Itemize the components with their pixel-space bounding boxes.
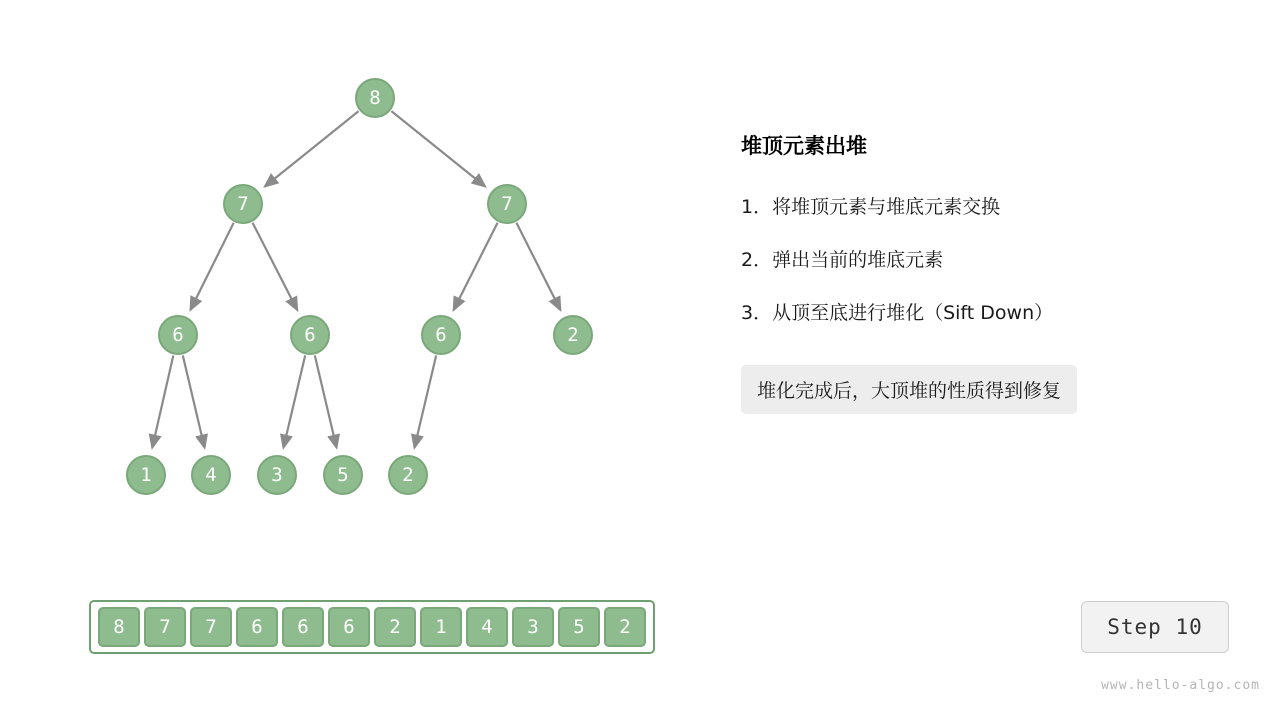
watermark: www.hello-algo.com [1101,678,1260,693]
array-cell: 5 [558,607,600,647]
tree-node: 8 [355,78,395,118]
array-cell: 3 [512,607,554,647]
array-cell: 1 [420,607,462,647]
tree-node: 2 [553,315,593,355]
panel-step-2: 2．弹出当前的堆底元素 [741,249,944,271]
tree-node: 6 [421,315,461,355]
heap-array [89,600,655,654]
tree-edge [283,355,305,447]
tree-edge [516,223,560,310]
panel-title: 堆顶元素出堆 [741,134,867,158]
array-cell: 6 [282,607,324,647]
step-badge: Step 10 [1081,601,1229,653]
tree-edge [454,223,498,310]
tree-edge [152,355,173,447]
tree-node: 6 [158,315,198,355]
tree-node: 3 [257,455,297,495]
tree-node: 7 [487,184,527,224]
array-cell: 2 [604,607,646,647]
tree-node: 6 [290,315,330,355]
array-cell: 7 [190,607,232,647]
tree-node: 1 [126,455,166,495]
explanation-panel [741,130,1241,414]
tree-node: 7 [223,184,263,224]
tree-node: 4 [191,455,231,495]
array-cell: 4 [466,607,508,647]
array-cell: 8 [98,607,140,647]
array-cell: 6 [236,607,278,647]
array-cell: 6 [328,607,370,647]
tree-edge [190,223,233,310]
panel-step-1: 1．将堆顶元素与堆底元素交换 [741,196,1001,218]
tree-node: 5 [323,455,363,495]
array-cell: 7 [144,607,186,647]
tree-edge [253,223,298,310]
array-cell: 2 [374,607,416,647]
tree-node: 2 [388,455,428,495]
tree-edge [183,355,205,447]
panel-note: 堆化完成后，大顶堆的性质得到修复 [741,365,1077,414]
tree-edge [414,355,436,447]
tree-edge [315,355,337,447]
tree-edge [265,111,359,186]
tree-edge [391,111,485,186]
panel-step-3: 3．从顶至底进行堆化（Sift Down） [741,302,1054,324]
